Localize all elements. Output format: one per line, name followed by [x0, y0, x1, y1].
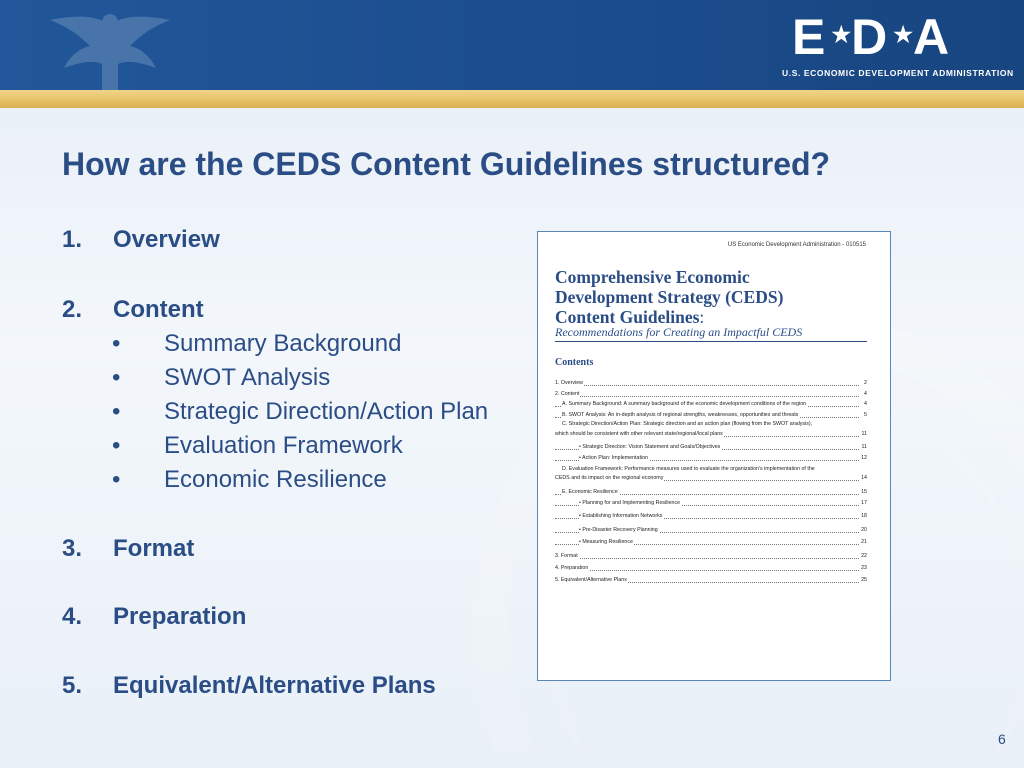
bullet: • — [112, 364, 121, 391]
logo-letter-d: D — [851, 9, 894, 65]
logo-letter-e: E — [792, 9, 832, 65]
bullet: • — [112, 398, 121, 425]
logo-letter-a: A — [912, 9, 956, 65]
logo-subtitle: U.S. ECONOMIC DEVELOPMENT ADMINISTRATION — [782, 68, 1014, 78]
toc-entry-text: • Establishing Information Networks — [579, 513, 663, 519]
toc-row — [555, 419, 867, 429]
toc-row — [555, 525, 867, 535]
outline-label: Overview — [113, 226, 220, 253]
document-thumbnail — [537, 231, 891, 681]
eda-logo-mark — [792, 9, 982, 65]
outline-number: 3. — [62, 535, 83, 562]
toc-entry-text: • Pre-Disaster Recovery Planning — [579, 526, 658, 533]
toc-row — [555, 537, 867, 547]
eagle-emblem-icon — [40, 6, 180, 90]
document-title — [555, 267, 875, 327]
toc-row — [555, 487, 867, 497]
toc-entry-text: B. SWOT Analysis: An in-depth analysis of regional strengths, weaknesses, opportunities and threats — [562, 412, 799, 418]
outline-label: Equivalent/Alternative Plans — [113, 672, 436, 699]
toc-row — [555, 453, 867, 463]
toc-page-number: 4 — [864, 401, 867, 407]
outline-label: Content — [113, 296, 204, 323]
outline-sublabel: Summary Background — [164, 330, 402, 357]
bullet: • — [112, 432, 121, 459]
toc-page-number: 11 — [861, 431, 867, 437]
outline-number: 5. — [62, 672, 83, 699]
toc-leader-dots — [555, 570, 859, 571]
outline-number: 1. — [62, 226, 83, 253]
toc-entry-text: CEDS and its impact on the regional economy — [555, 475, 664, 481]
outline-sublabel: Economic Resilience — [164, 466, 387, 493]
toc-entry-text: C. Strategic Direction/Action Plan: Strategic direction and an action plan (flowing from the SWOT analysis), — [562, 421, 813, 427]
toc-entry-text: 4. Preparation — [555, 565, 589, 571]
toc-entry-text: which should be consistent with other relevant state/regional/local plans — [555, 431, 723, 437]
toc-page-number: 5 — [864, 412, 867, 418]
toc-leader-dots — [555, 558, 859, 559]
document-title-line — [555, 307, 875, 327]
toc-entry-text: • Strategic Direction: Vision Statement and Goals/Objectives — [579, 443, 721, 450]
toc-entry-text: A. Summary Background: A summary background of the economic development conditions of the region — [562, 401, 807, 407]
star-icon: ★ — [893, 21, 913, 47]
toc-row — [555, 429, 867, 439]
toc-page-number: 17 — [861, 500, 867, 506]
toc-entry-text: 5. Equivalent/Alternative Plans — [555, 577, 627, 583]
toc-page-number: 15 — [861, 488, 867, 495]
toc-row — [555, 473, 867, 483]
gold-divider-bar — [0, 90, 1024, 108]
toc-entry-text: • Planning for and Implementing Resilience — [579, 500, 681, 506]
slide-title: How are the CEDS Content Guidelines structured? — [62, 146, 831, 182]
outline-label: Preparation — [113, 603, 247, 630]
toc-row — [555, 511, 867, 521]
outline-label: Format — [113, 535, 195, 562]
outline-sublabel: Strategic Direction/Action Plan — [164, 398, 489, 425]
document-title-line: Development Strategy (CEDS) — [555, 287, 784, 307]
bullet: • — [112, 466, 121, 493]
toc-entry-text: 3. Format — [555, 553, 578, 559]
toc-leader-dots — [555, 385, 859, 386]
toc-row — [555, 389, 867, 399]
document-title-line: Comprehensive Economic — [555, 267, 750, 287]
toc-page-number: 14 — [861, 475, 867, 481]
toc-row — [555, 563, 867, 573]
bullet: • — [112, 330, 121, 357]
document-subtitle: Recommendations for Creating an Impactful CEDS — [555, 325, 803, 339]
document-divider — [555, 341, 867, 342]
toc-entry-text: D. Evaluation Framework: Performance measures used to evaluate the organization's implementation of the — [562, 466, 815, 472]
document-title-colon: : — [699, 307, 705, 327]
toc-row — [555, 575, 867, 585]
toc-page-number: 12 — [861, 455, 867, 461]
toc-page-number: 4 — [864, 390, 867, 397]
star-icon: ★ — [831, 21, 852, 47]
toc-row — [555, 399, 867, 409]
outline-number: 2. — [62, 296, 83, 323]
contents-heading: Contents — [555, 357, 594, 368]
toc-entry-text: E. Economic Resilience — [562, 488, 618, 495]
toc-row — [555, 551, 867, 561]
toc-page-number: 22 — [861, 553, 867, 559]
toc-row — [555, 378, 867, 388]
page-number: 6 — [998, 731, 1006, 747]
toc-page-number: 11 — [861, 443, 867, 450]
outline-sublabel: Evaluation Framework — [164, 432, 403, 459]
toc-page-number: 25 — [861, 577, 867, 583]
document-title-text: Content Guidelines — [555, 307, 700, 327]
toc-page-number: 18 — [861, 513, 867, 519]
toc-leader-dots — [555, 396, 859, 397]
outline-sublabel: SWOT Analysis — [164, 364, 331, 391]
toc-page-number: 20 — [861, 526, 867, 533]
toc-entry-text: • Action Plan: Implementation — [579, 455, 648, 461]
toc-entry-text: 1. Overview — [555, 380, 583, 386]
header-banner — [0, 0, 1024, 90]
toc-page-number: 23 — [861, 565, 867, 571]
toc-page-number: 2 — [864, 380, 867, 386]
eda-logo — [782, 9, 1014, 82]
toc-row — [555, 442, 867, 452]
toc-entry-text: 2. Content — [555, 390, 580, 397]
toc-page-number: 21 — [861, 539, 867, 545]
document-header: US Economic Development Administration - 010515 — [727, 242, 866, 248]
outline-number: 4. — [62, 603, 83, 630]
toc-entry-text: • Measuring Resilience — [579, 539, 633, 545]
toc-row — [555, 498, 867, 508]
